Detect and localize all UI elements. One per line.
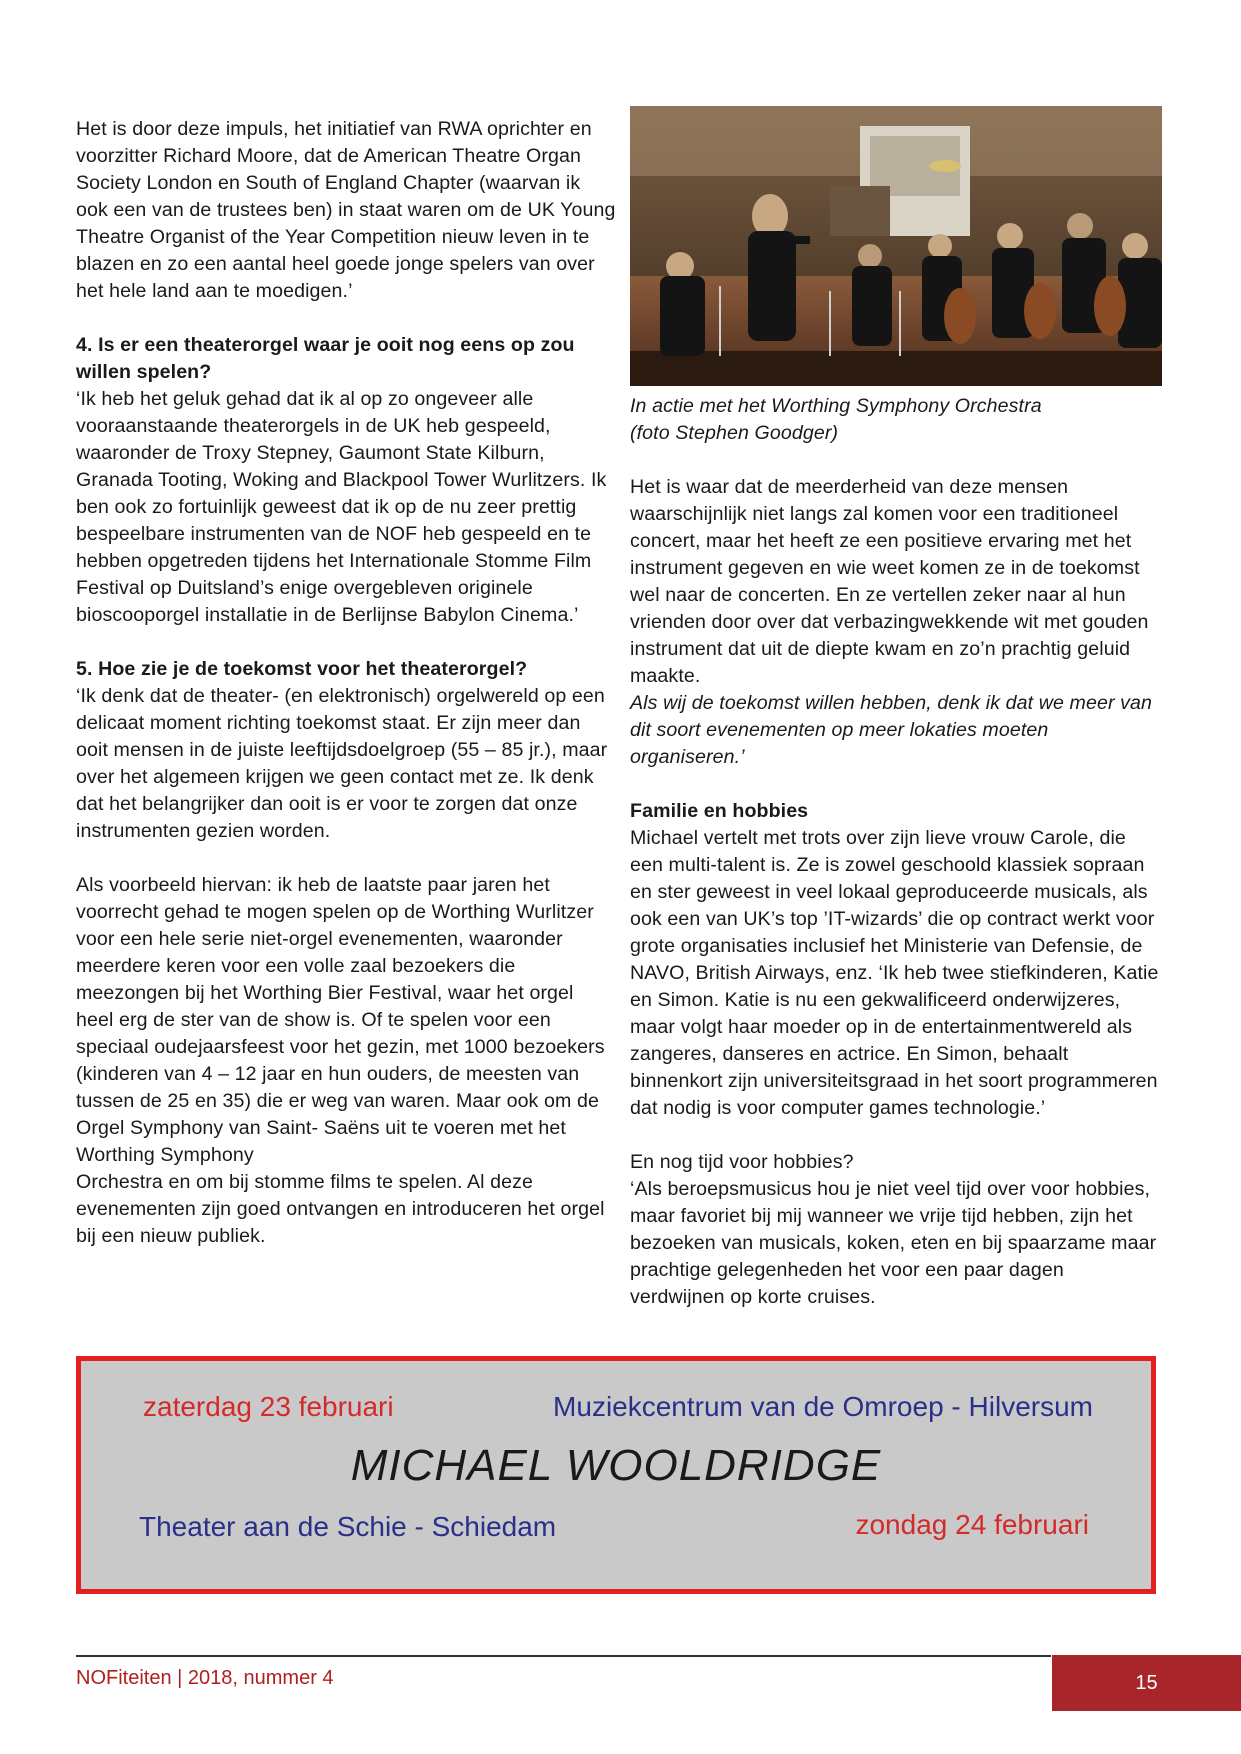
future-paragraph-italic: Als wij de toekomst willen hebben, denk ik dat we meer van dit soort evenementen op meer lokaties moeten organiseren.’ [630, 692, 1153, 768]
left-column [76, 116, 616, 1250]
hobbies-question: En nog tijd voor hobbies? [630, 1151, 854, 1173]
photo-caption-line1: In actie met het Worthing Symphony Orchestra [630, 395, 1042, 417]
example-paragraph: Als voorbeeld hiervan: ik heb de laatste paar jaren het voorrecht gehad te mogen spelen op de Worthing Wurlitzer voor een hele serie niet-orgel evenementen, waaronder meerdere keren voor een volle zaal bezoekers die meezongen bij het Worthing Bier Festival, waar het orgel heel erg de ster van de show is. Of te spelen voor een speciaal oudejaarsfeest voor het gezin, met 1000 bezoekers (kinderen van 4 – 12 jaar en hun ouders, de meesten van tussen de 25 en 35) die er weg van waren. Maar ook om de Orgel Symphony van Saint- Saëns uit te voeren met het Worthing Symphony [76, 874, 605, 1166]
answer-5-paragraph: ‘Ik denk dat de theater- (en elektronisch) orgelwereld op een delicaat moment richting toekomst staat. Er zijn meer dan ooit mensen in de juiste leeftijdsdoelgroep (55 – 85 jr.), maar over het algemeen krijgen we geen contact met ze. Ik denk dat het belangrijker dan ooit is er voor te zorgen dat onze instrumenten gezien worden. [76, 685, 608, 842]
banner-title: MICHAEL WOOLDRIDGE [350, 1441, 882, 1490]
family-heading: Familie en hobbies [630, 800, 809, 822]
photo-caption-line2: (foto Stephen Goodger) [630, 422, 839, 444]
banner-date-2: zondag 24 februari [855, 1509, 1089, 1540]
page-number: 15 [1135, 1671, 1158, 1694]
footer-publication: NOFiteiten | 2018, nummer 4 [76, 1667, 334, 1689]
hobbies-answer: ‘Als beroepsmusicus hou je niet veel tijd over voor hobbies, maar favoriet bij mij wanneer we vrije tijd hebben, zijn het bezoeken van musicals, koken, eten en bij spaarzame maar prachtige gelegenheden het voor een paar dagen verdwijnen op korte cruises. [630, 1178, 1157, 1308]
example-paragraph-cont: Orchestra en om bij stomme films te spelen. Al deze evenementen zijn goed ontvangen en introduceren het orgel bij een nieuw publiek. [76, 1171, 605, 1247]
question-4-heading: 4. Is er een theaterorgel waar je ooit nog eens op zou willen spelen? [76, 334, 575, 383]
intro-paragraph: Het is door deze impuls, het initiatief van RWA oprichter en voorzitter Richard Moore, dat de American Theatre Organ Society London en South of England Chapter (waarvan ik ook een van de trustees ben) in staat waren om de UK Young Theatre Organist of the Year Competition nieuw leven in te blazen en zo een aantal heel goede jonge spelers van over het hele land aan te moedigen.’ [76, 118, 616, 302]
right-column [630, 393, 1162, 1311]
banner-date-1: zaterdag 23 februari [143, 1391, 394, 1422]
family-paragraph: Michael vertelt met trots over zijn lieve vrouw Carole, die een multi-talent is. Ze is zowel geschoold klassiek sopraan en ster geweest in veel lokaal geproduceerde musicals, als ook een van UK’s top ’IT-wizards’ die op contract werkt voor grote organisaties inclusief het Ministerie van Defensie, de NAVO, British Airways, enz. ‘Ik heb twee stiefkinderen, Katie en Simon. Katie is nu een gekwalificeerd onderwijzeres, maar volgt haar moeder op in de entertainmentwereld als zangeres, danseres en actrice. En Simon, behaalt binnenkort zijn universiteitsgraad in het soort programmeren dat nodig is voor computer games technologie.’ [630, 827, 1159, 1119]
future-paragraph: Het is waar dat de meerderheid van deze mensen waarschijnlijk niet langs zal komen voor een traditioneel concert, maar het heeft ze een positieve ervaring met het instrument gegeven en wie weet komen ze in de toekomst wel naar de concerten. En ze vertellen zeker naar al hun vrienden door over dat verbazingwekkende wit met gouden instrument dat uit de diepte kwam en zo’n prachtig geluid maakte. [630, 476, 1149, 687]
concert-banner [76, 1356, 1156, 1594]
orchestra-photo [630, 106, 1162, 386]
footer-page-number [1052, 1655, 1241, 1711]
banner-venue-1: Muziekcentrum van de Omroep - Hilversum [553, 1391, 1093, 1422]
question-5-heading: 5. Hoe zie je de toekomst voor het theaterorgel? [76, 658, 528, 680]
answer-4-paragraph: ‘Ik heb het geluk gehad dat ik al op zo ongeveer alle vooraanstaande theaterorgels in de UK heb gespeeld, waaronder de Troxy Stepney, Gaumont State Kilburn, Granada Tooting, Woking and Blackpool Tower Wurlitzers. Ik ben ook zo fortuinlijk geweest dat ik op de nu zeer prettig bespeelbare instrumenten van de NOF heb gespeeld en te hebben opgetreden tijdens het Internationale Stomme Film Festival op Duitsland’s enige overgebleven originele bioscooporgel installatie in de Berlijnse Babylon Cinema.’ [76, 388, 607, 626]
orchestra-photo-image [630, 106, 1162, 386]
footer-divider [76, 1655, 1051, 1657]
banner-venue-2: Theater aan de Schie - Schiedam [139, 1511, 557, 1542]
